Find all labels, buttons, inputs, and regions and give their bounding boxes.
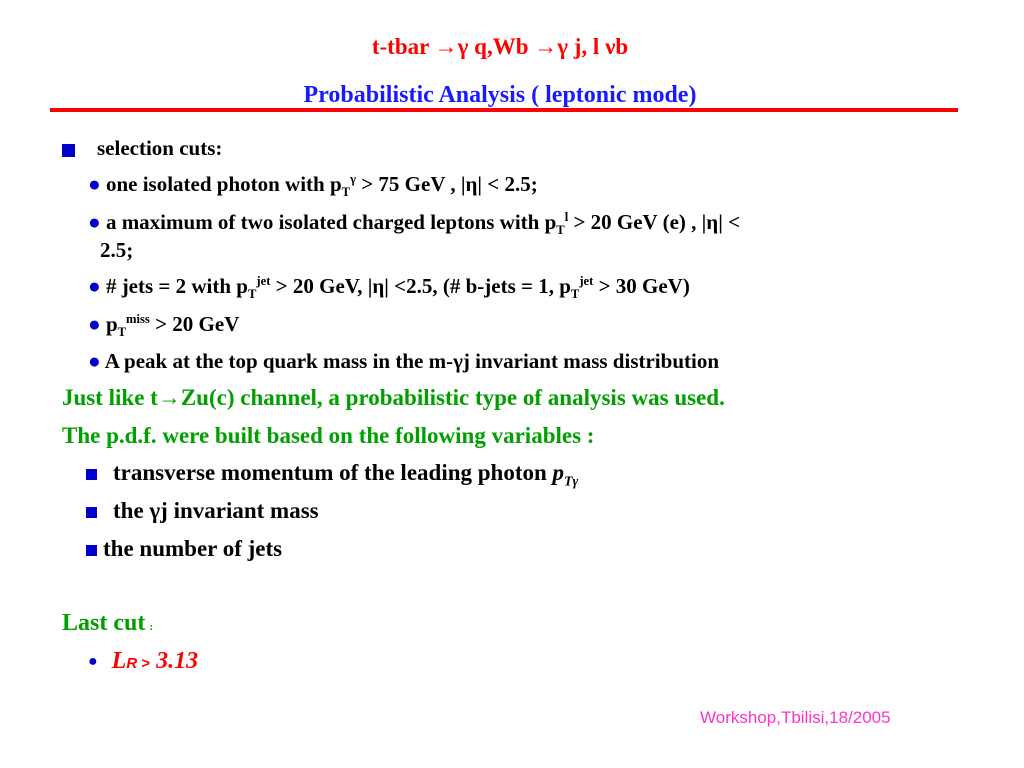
analysis-line-1: Just like t→Zu(c) channel, a probabilistic type of analysis was used. <box>62 385 725 410</box>
selection-heading: selection cuts: <box>97 136 223 160</box>
square-bullet-icon <box>86 507 97 518</box>
circle-bullet-icon: ● <box>88 653 98 671</box>
circle-bullet-icon: ● <box>88 312 101 336</box>
title-divider <box>50 108 958 112</box>
cut-missing-pt: ● $p_T^{miss} > 20$ GeV <box>88 312 240 340</box>
variable-gamma-j-mass: the γj invariant mass <box>86 498 319 524</box>
slide-title-line2: Probabilistic Analysis ( leptonic mode) <box>303 82 697 108</box>
cut-photon: ● one isolated photon with $p_T^\gamma > 75$ GeV , |η| < 2.5; <box>88 172 538 200</box>
likelihood-cut: ● LR > 3.13 <box>88 648 199 674</box>
circle-bullet-icon: ● <box>88 274 101 298</box>
square-bullet-icon <box>62 144 75 157</box>
cut-mass-peak: ● A peak at the top quark mass in the m-γj invariant mass distribution <box>88 349 720 373</box>
circle-bullet-icon: ● <box>88 210 101 234</box>
slide-title-line1: t-tbar →γ q,Wb →γ j, l νb <box>371 34 629 59</box>
circle-bullet-icon: ● <box>88 349 101 373</box>
variable-number-of-jets: the number of jets <box>86 536 282 562</box>
selection-heading-row <box>62 136 222 161</box>
square-bullet-icon <box>86 469 97 480</box>
cut-jets: ● # jets = 2 with $p_T^{jet} > 20$ GeV, |η| <2.5, (# b-jets = 1, $p_T^{jet} > 30$ GeV) <box>88 274 690 302</box>
analysis-line-2: The p.d.f. were built based on the following variables : <box>62 423 595 448</box>
cut-leptons-continued: 2.5; <box>100 238 134 262</box>
square-bullet-icon <box>86 545 97 556</box>
cut-leptons: ● a maximum of two isolated charged leptons with $p_T^l > 20$ GeV (e) , |η| < <box>88 210 741 238</box>
variable-photon-pt: transverse momentum of the leading photon $p_{T\gamma}$ <box>86 460 578 486</box>
footer-workshop: Workshop,Tbilisi,18/2005 <box>700 708 891 727</box>
circle-bullet-icon: ● <box>88 172 101 196</box>
last-cut-heading: Last cut : <box>62 610 154 636</box>
